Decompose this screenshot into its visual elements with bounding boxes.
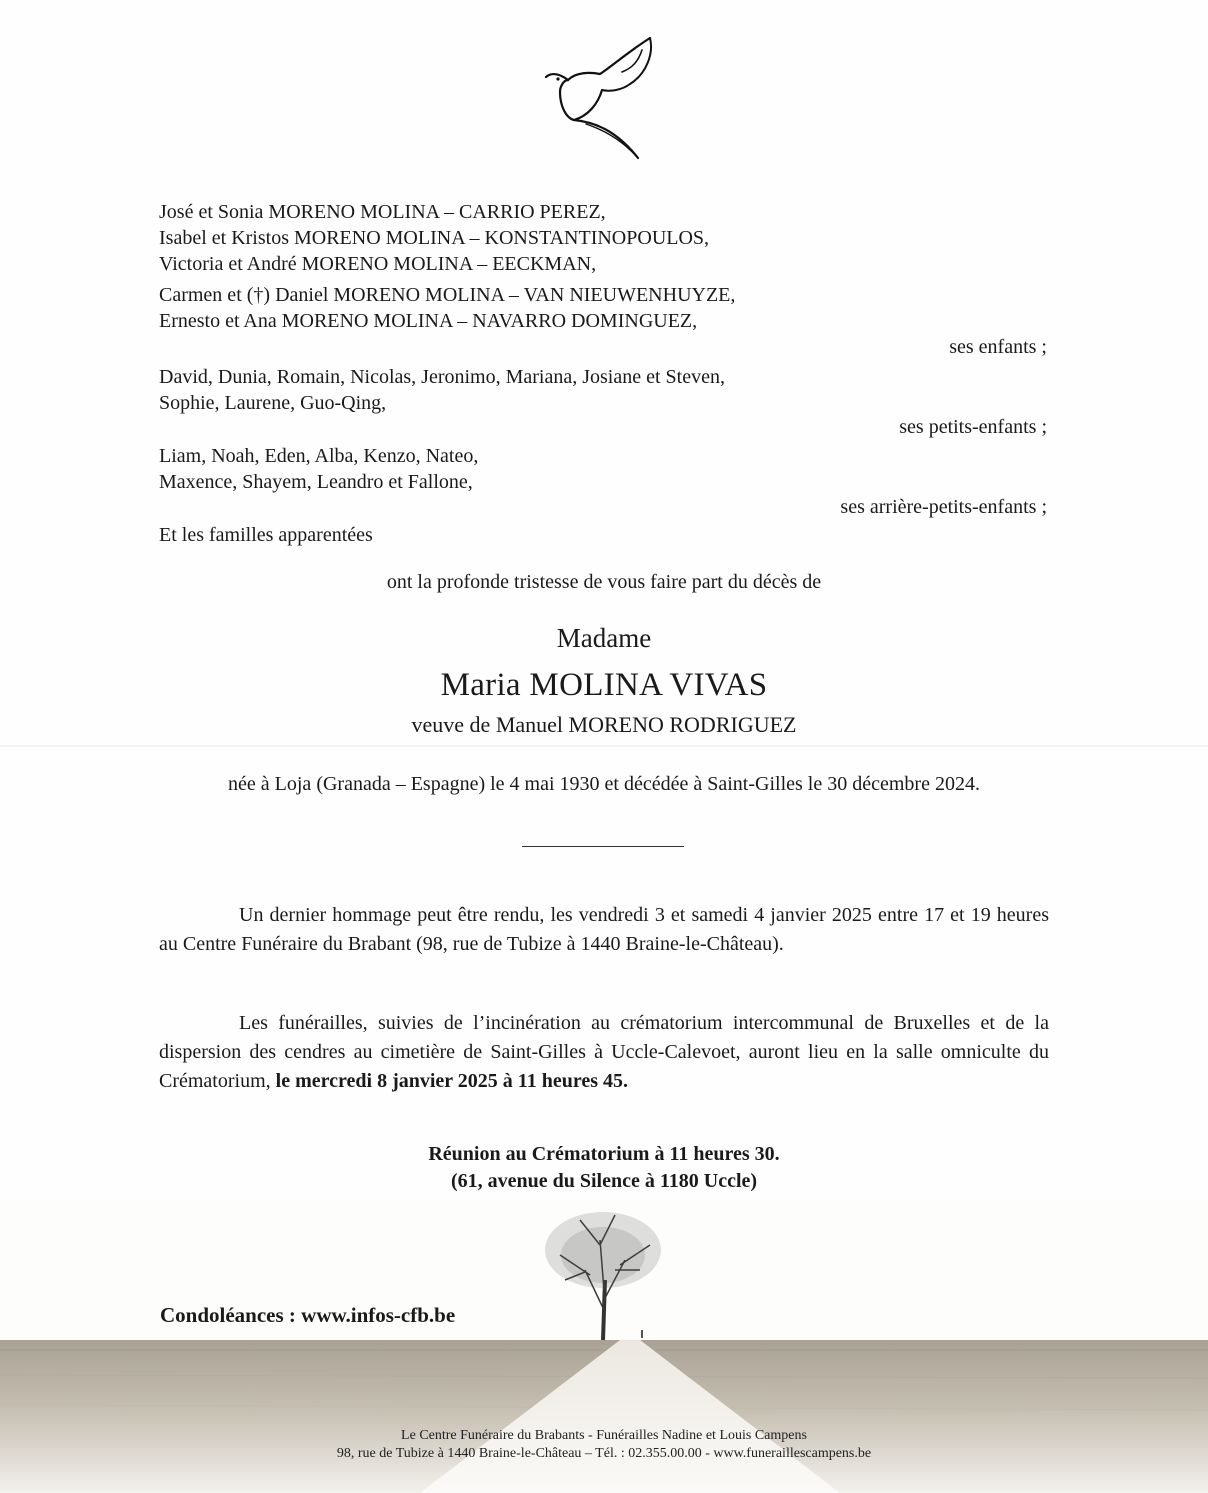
footer-address: 98, rue de Tubize à 1440 Braine-le-Château – Tél. : 02.355.00.00 - www.funeraillescampens.be (336, 1446, 872, 1461)
great-grandchild-line: Liam, Noah, Eden, Alba, Kenzo, Nateo, (159, 445, 479, 467)
tribute-text: Un dernier hommage peut être rendu, les vendredi 3 et samedi 4 janvier 2025 entre 17 et 19 heures au Centre Funéraire du Brabant (98, rue de Tubize à 1440 Braine-le-Château). (159, 904, 1049, 955)
dove-icon (538, 34, 658, 164)
announcement: ont la profonde tristesse de vous faire part du décès de (386, 571, 822, 593)
child-line: José et Sonia MORENO MOLINA – CARRIO PEREZ, (159, 201, 606, 223)
deceased-name: Maria MOLINA VIVAS (440, 667, 768, 703)
widow-of: veuve de Manuel MORENO RODRIGUEZ (411, 712, 797, 737)
grandchild-line: David, Dunia, Romain, Nicolas, Jeronimo, Mariana, Josiane et Steven, (159, 366, 725, 388)
child-line: Carmen et (†) Daniel MORENO MOLINA – VAN NIEUWENHUYZE, (159, 284, 736, 306)
funeral-date: le mercredi 8 janvier 2025 à 11 heures 45. (275, 1070, 629, 1092)
deceased-title: Madame (556, 623, 652, 653)
child-line: Ernesto et Ana MORENO MOLINA – NAVARRO DOMINGUEZ, (159, 310, 698, 332)
grandchild-line: Sophie, Laurene, Guo-Qing, (159, 392, 387, 414)
families-line: Et les familles apparentées (159, 524, 373, 546)
birth-death-line: née à Loja (Granada – Espagne) le 4 mai 1930 et décédée à Saint-Gilles le 30 décembre 2024. (228, 773, 980, 795)
great-grandchildren-label: ses arrière-petits-enfants ; (840, 496, 1047, 518)
grandchildren-label: ses petits-enfants ; (899, 416, 1047, 438)
tribute-paragraph (159, 901, 1049, 959)
child-line: Isabel et Kristos MORENO MOLINA – KONSTANTINOPOULOS, (159, 227, 710, 249)
great-grandchild-line: Maxence, Shayem, Leandro et Fallone, (159, 471, 473, 493)
child-line: Victoria et André MORENO MOLINA – EECKMAN, (159, 253, 597, 275)
meeting-address: (61, avenue du Silence à 1180 Uccle) (450, 1170, 758, 1192)
footer-company: Le Centre Funéraire du Brabants - Funérailles Nadine et Louis Campens (401, 1428, 807, 1443)
separator-rule (522, 846, 684, 847)
children-label: ses enfants ; (949, 336, 1047, 358)
funeral-paragraph (159, 1009, 1049, 1096)
condolences-line: Condoléances : www.infos-cfb.be (160, 1303, 456, 1327)
meeting-line: Réunion au Crématorium à 11 heures 30. (428, 1143, 780, 1165)
fold-line (0, 745, 1208, 747)
funeral-text: Les funérailles, suivies de l’incinération au crématorium intercommunal de Bruxelles et de la dispersion des cendres au cimetière de Saint-Gilles à Uccle-Calevoet, auront lieu en la salle omniculte du Crématorium, (159, 1012, 1049, 1092)
